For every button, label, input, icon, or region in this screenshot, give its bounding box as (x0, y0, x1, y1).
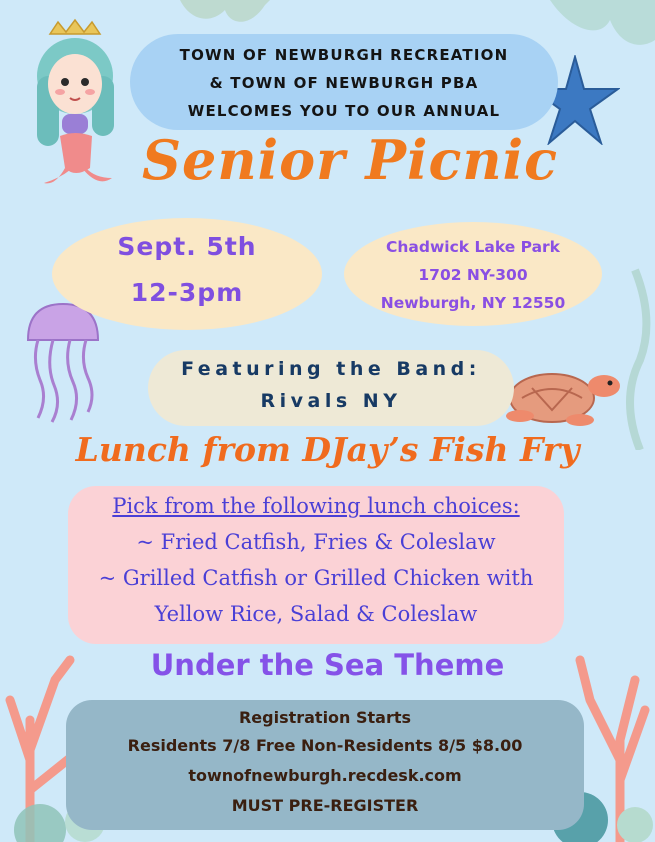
band-intro: Featuring the Band: (181, 358, 481, 380)
event-title: Senior Picnic (141, 128, 559, 192)
registration-pricing: Residents 7/8 Free Non-Residents 8/5 $8.00 (127, 736, 523, 755)
lunch-option-1: ~ Fried Catfish, Fries & Coleslaw (136, 530, 496, 554)
header-banner (130, 34, 558, 130)
location-street: 1702 NY-300 (418, 266, 528, 284)
event-time: 12-3pm (130, 278, 244, 307)
lunch-choices-box (68, 486, 564, 644)
lunch-option-2-continued: Yellow Rice, Salad & Coleslaw (154, 602, 478, 626)
registration-note: MUST PRE-REGISTER (231, 796, 419, 815)
seaweed-decoration-right (600, 250, 655, 450)
date-time-block (52, 218, 322, 330)
registration-website[interactable]: townofnewburgh.recdesk.com (188, 766, 462, 785)
location-block (344, 222, 602, 326)
band-banner (148, 350, 514, 426)
header-line-2: & TOWN OF NEWBURGH PBA (209, 74, 479, 92)
lunch-choices-heading: Pick from the following lunch choices: (112, 494, 520, 518)
lunch-heading: Lunch from DJay’s Fish Fry (75, 430, 580, 469)
lunch-option-2: ~ Grilled Catfish or Grilled Chicken with (98, 566, 534, 590)
location-city: Newburgh, NY 12550 (380, 294, 566, 312)
registration-box (66, 700, 584, 830)
registration-heading: Registration Starts (238, 708, 412, 727)
band-name: Rivals NY (260, 390, 402, 412)
header-line-1: TOWN OF NEWBURGH RECREATION (179, 46, 509, 64)
theme-heading: Under the Sea Theme (150, 648, 505, 682)
jellyfish-illustration (18, 300, 108, 425)
event-date: Sept. 5th (117, 232, 257, 261)
location-name: Chadwick Lake Park (386, 238, 560, 256)
header-line-3: WELCOMES YOU TO OUR ANNUAL (187, 102, 501, 120)
